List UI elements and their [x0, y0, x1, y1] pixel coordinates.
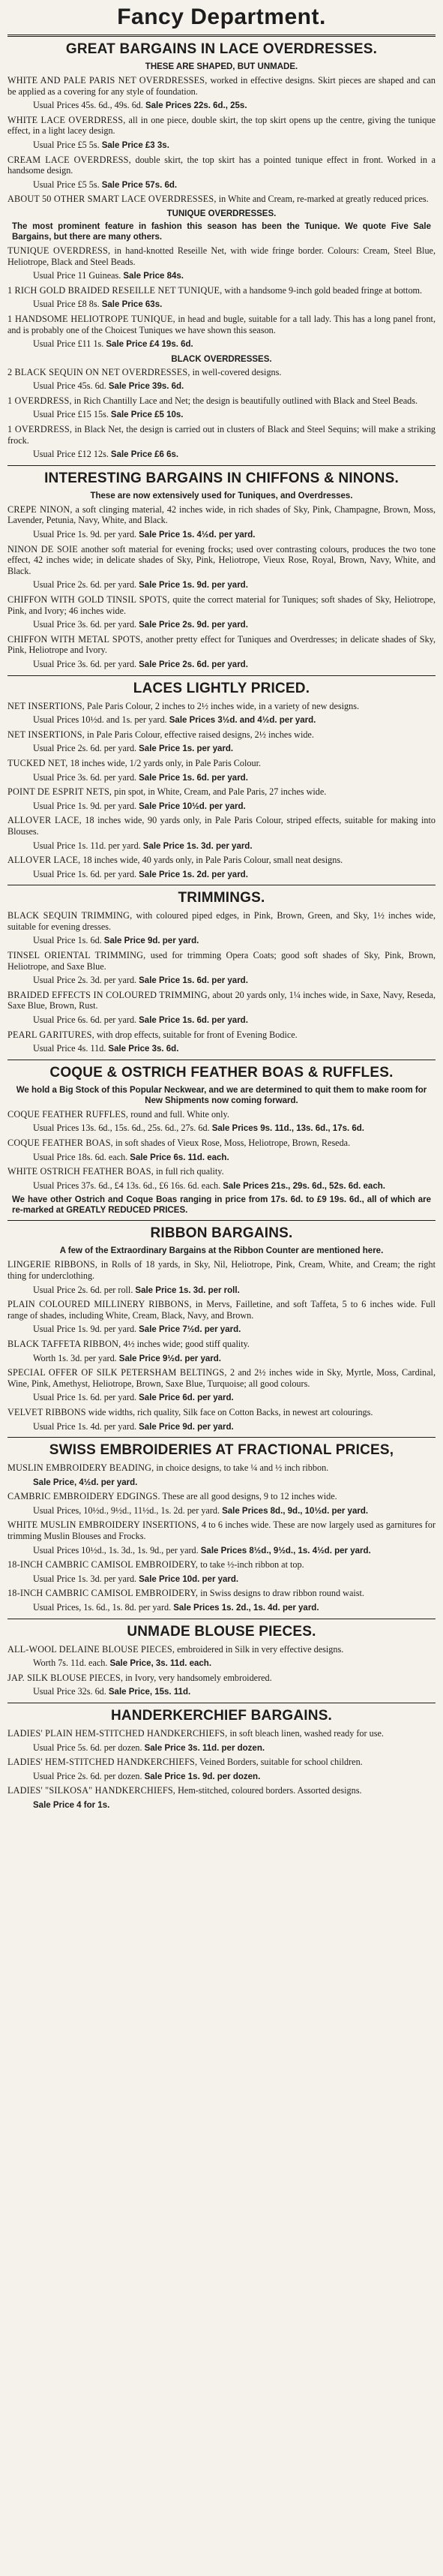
item-description: in Swiss designs to draw ribbon round waist. [200, 1588, 364, 1599]
item-name: NET INSERTIONS, [7, 729, 85, 740]
item-entry [7, 758, 436, 769]
item-description: in Rolls of 18 yards, in Sky, Nil, Heliotrope, Pink, Cream, White, and Cream; the right thing for underclothing. [7, 1259, 436, 1281]
item-name: WHITE OSTRICH FEATHER BOAS, [7, 1166, 154, 1177]
section-heading: RIBBON BARGAINS. [150, 1225, 293, 1242]
usual-price: Usual Prices 10½d. and 1s. per yard. [33, 714, 167, 726]
sale-price: Sale Prices 21s., 29s. 6d., 52s. 6d. each. [223, 1181, 385, 1191]
usual-price: Usual Price 1s. 6d. [33, 935, 102, 946]
sale-price: Sale Price 39s. 6d. [108, 382, 184, 392]
price-line [7, 579, 436, 591]
item-entry [7, 194, 436, 205]
price-line [7, 619, 436, 631]
item-entry [7, 1559, 436, 1571]
item-description: all in one piece, double skirt, the top skirt opens up the centre, giving the tunique effect, in a light lacey design. [7, 114, 436, 137]
price-line [7, 1477, 436, 1489]
subsection-heading: TUNIQUE OVERDRESSES. [166, 209, 277, 218]
item-entry [7, 115, 436, 137]
sale-price: Sale Price £6 6s. [110, 450, 179, 460]
price-line [7, 270, 436, 282]
item-description: in Ivory, very handsomely embroidered. [125, 1672, 272, 1683]
item-name: BLACK SEQUIN TRIMMING, [7, 910, 133, 921]
item-description: 4 to 6 inches wide. These are now largely used as garnitures for trimming Muslin Blouses and Frocks. [7, 1519, 436, 1542]
item-name: MUSLIN EMBROIDERY BEADING, [7, 1462, 154, 1474]
item-name: CREPE NINON, [7, 503, 73, 515]
usual-price: Usual Price 6s. 6d. per yard. [33, 1014, 137, 1026]
usual-price: Usual Price £5 5s. [33, 179, 100, 190]
price-line [7, 299, 436, 311]
item-entry [7, 1166, 436, 1177]
sale-price: Sale Price 1s. 9d. per dozen. [144, 1772, 261, 1781]
sale-price: Sale Price 1s. 3d. per roll. [135, 1285, 240, 1295]
sale-price: Sale Prices 3½d. and 4½d. per yard. [169, 716, 316, 726]
item-entry [7, 75, 436, 97]
usual-price: Usual Price 1s. 4d. per yard. [33, 1420, 137, 1432]
sale-price: Sale Prices 22s. 6d., 25s. [145, 101, 247, 111]
section-intro: A few of the Extraordinary Bargains at the Ribbon Counter are mentioned here. [59, 1246, 384, 1256]
section-handkerchief [7, 1703, 436, 1811]
sale-price: Sale Price, 4½d. per yard. [33, 1477, 138, 1487]
sale-price: Sale Price 4 for 1s. [33, 1800, 110, 1810]
item-entry [7, 1785, 436, 1796]
item-description: 18 inches wide, 40 yards only, in Pale Paris Colour, small neat designs. [82, 855, 343, 866]
section-intro: We hold a Big Stock of this Popular Neckwear, and we are determined to quit them to make room for New Shipments now coming forward. [16, 1085, 427, 1105]
price-line [7, 1602, 436, 1614]
price-line [7, 1686, 436, 1698]
item-entry [7, 910, 436, 932]
sale-price: Sale Price 1s. 4½d. per yard. [139, 531, 256, 540]
item-entry [7, 424, 436, 446]
price-line [7, 1392, 436, 1404]
item-description: worked in effective designs. Skirt pieces are shaped and can be applied as a covering for any style of foundation. [7, 75, 436, 97]
usual-price: Usual Price 2s. 3d. per yard. [33, 975, 137, 986]
usual-price: Usual Price £15 15s. [33, 409, 109, 420]
section-trimmings [7, 885, 436, 1055]
item-name: CAMBRIC EMBROIDERY EDGINGS. [7, 1491, 160, 1502]
sale-price: Sale Prices 9s. 11d., 13s. 6d., 17s. 6d. [211, 1124, 364, 1134]
item-entry [7, 1339, 436, 1350]
subsection-heading: BLACK OVERDRESSES. [171, 354, 272, 364]
sale-price: Sale Price 2s. 6d. per yard. [139, 660, 248, 669]
item-description: in Rich Chantilly Lace and Net; the design is beautifully outlined with Black and Steel Beads. [73, 395, 418, 406]
item-description: in soft bleach linen, washed ready for use. [229, 1728, 384, 1739]
item-entry [7, 1299, 436, 1321]
section-footer: We have other Ostrich and Coque Boas ranging in price from 17s. 6d. to £9 19s. 6d., all of which are re-marked at GREATLY REDUCED PRICES. [12, 1195, 431, 1216]
sale-price: Sale Price £5 10s. [110, 410, 184, 420]
usual-price: Usual Prices, 1s. 6d., 1s. 8d. per yard. [33, 1602, 172, 1613]
item-name: TUNIQUE OVERDRESS, [7, 245, 111, 256]
item-description: in full rich quality. [156, 1166, 224, 1177]
price-line [7, 449, 436, 461]
item-name: CREAM LACE OVERDRESS, [7, 154, 131, 165]
item-description: 4½ inches wide; good stiff quality. [123, 1338, 250, 1349]
sale-price: Sale Price, 15s. 11d. [108, 1688, 191, 1697]
price-line [7, 179, 436, 191]
item-name: 1 RICH GOLD BRAIDED RESEILLE NET TUNIQUE, [7, 284, 223, 296]
sale-price: Sale Prices 1s. 2d., 1s. 4d. per yard. [173, 1604, 319, 1613]
price-line [7, 1799, 436, 1811]
item-entry [7, 395, 436, 407]
usual-price: Usual Price 2s. 6d. per roll. [33, 1284, 133, 1295]
section-swiss [7, 1437, 436, 1614]
usual-price: Usual Price 1s. 11d. per yard. [33, 840, 141, 851]
item-entry [7, 701, 436, 712]
item-name: PEARL GARITURES, [7, 1029, 94, 1040]
item-name: LADIES' "SILKOSA" HANDKERCHIEFS, [7, 1785, 176, 1796]
item-name: BRAIDED EFFECTS IN COLOURED TRIMMING, [7, 989, 211, 1000]
item-description: another pretty effect for Tuniques and Overdresses; in delicate shades of Sky, Pink, Heliotrope and Ivory. [7, 633, 436, 656]
section-heading: HANDERKERCHIEF BARGAINS. [110, 1708, 333, 1724]
sale-price: Sale Price 10½d. per yard. [139, 801, 246, 811]
price-line [7, 1014, 436, 1026]
sale-price: Sale Price 2s. 9d. per yard. [139, 621, 248, 630]
item-entry [7, 786, 436, 798]
sale-price: Sale Price 84s. [123, 272, 184, 281]
price-line [7, 1742, 436, 1754]
price-line [7, 338, 436, 350]
item-name: NINON DE SOIE [7, 543, 78, 555]
item-entry [7, 950, 436, 972]
usual-price: Usual Price 32s. 6d. [33, 1686, 106, 1697]
price-line [7, 935, 436, 947]
item-name: POINT DE ESPRIT NETS, [7, 786, 112, 798]
price-line [7, 743, 436, 755]
price-line [7, 714, 436, 726]
price-line [7, 529, 436, 541]
item-description: with drop effects, suitable for front of Evening Bodice. [96, 1029, 298, 1040]
usual-price: Usual Price 18s. 6d. each. [33, 1151, 128, 1162]
price-line [7, 1545, 436, 1557]
item-entry [7, 1462, 436, 1474]
item-description: 2 and 2½ inches wide in Sky, Myrtle, Moss, Cardinal, Wine, Pink, Amethyst, Heliotrope, Brown, Saxe Blue, Turquoise; all good colours. [7, 1367, 436, 1389]
sale-price: Sale Price 6s. 11d. each. [130, 1153, 229, 1162]
price-line [7, 1180, 436, 1192]
item-name: CHIFFON WITH METAL SPOTS, [7, 633, 143, 645]
item-description: quite the correct material for Tuniques; soft shades of Sky, Heliotrope, Pink, and Ivory; 46 inches wide. [7, 594, 436, 616]
price-line [7, 1043, 436, 1055]
section-rule [7, 465, 436, 466]
price-line [7, 1505, 436, 1517]
usual-price: Usual Price 3s. 6d. per yard. [33, 619, 137, 630]
sale-price: Sale Price 1s. per yard. [139, 744, 234, 754]
usual-price: Usual Price 1s. 9d. per yard. [33, 1324, 137, 1335]
usual-price: Usual Prices 37s. 6d., £4 13s. 6d., £6 16s. 6d. each. [33, 1180, 221, 1191]
sections-container [7, 41, 436, 1811]
price-line [7, 409, 436, 421]
price-line [7, 1574, 436, 1586]
item-entry [7, 285, 436, 296]
masthead: Fancy Department. [117, 5, 326, 29]
subsection-intro: The most prominent feature in fashion this season has been the Tunique. We quote Five Sale Bargains, but there are many others. [12, 221, 431, 242]
section-ribbon [7, 1220, 436, 1432]
item-description: round and full. White only. [130, 1108, 229, 1120]
price-line [7, 840, 436, 852]
item-description: Veined Borders, suitable for school children. [199, 1757, 363, 1768]
item-description: wide widths, rich quality, Silk face on Cotton Backs, in newest art colourings. [88, 1406, 373, 1417]
item-entry [7, 1757, 436, 1768]
section-boas [7, 1060, 436, 1216]
item-description: in soft shades of Vieux Rose, Moss, Heliotrope, Brown, Reseda. [115, 1138, 351, 1148]
item-name: 1 OVERDRESS, [7, 395, 72, 406]
section-heading: GREAT BARGAINS IN LACE OVERDRESSES. [65, 41, 378, 57]
item-description: Pale Paris Colour, 2 inches to 2½ inches wide, in a variety of new designs. [86, 700, 360, 711]
section-intro: THESE ARE SHAPED, BUT UNMADE. [145, 62, 298, 71]
usual-price: Worth 7s. 11d. each. [33, 1658, 108, 1669]
section-heading: SWISS EMBROIDERIES AT FRACTIONAL PRICES, [49, 1442, 394, 1459]
usual-price: Usual Price £11 1s. [33, 338, 104, 350]
item-entry [7, 1728, 436, 1739]
item-name: 1 OVERDRESS, [7, 424, 73, 435]
sale-price: Sale Price 1s. 9d. per yard. [139, 581, 248, 591]
item-name: CHIFFON WITH GOLD TINSIL SPOTS, [7, 594, 170, 605]
section-lace [7, 41, 436, 461]
price-line [7, 975, 436, 987]
usual-price: Usual Price 2s. 6d. per yard. [33, 579, 137, 591]
item-name: 1 HANDSOME HELIOTROPE TUNIQUE, [7, 313, 175, 324]
price-line [7, 140, 436, 152]
item-description: in hand-knotted Reseille Net, with wide fringe border. Colours: Cream, Steel Blue, Heliotrope, Black and Steel Beads. [7, 245, 436, 267]
usual-price: Usual Prices 10½d., 1s. 3d., 1s. 9d., per yard. [33, 1544, 199, 1556]
item-description: in choice designs, to take ¼ and ½ inch ribbon. [156, 1462, 329, 1474]
usual-price: Usual Price 1s. 6d. per yard. [33, 868, 137, 879]
sale-price: Sale Price 1s. 3d. per yard. [142, 841, 253, 851]
price-line [7, 659, 436, 671]
item-entry [7, 729, 436, 741]
usual-price: Usual Price 4s. 11d. [33, 1043, 106, 1054]
item-name: WHITE AND PALE PARIS NET OVERDRESSES, [7, 75, 208, 86]
item-name: ALL-WOOL DELAINE BLOUSE PIECES, [7, 1643, 175, 1655]
price-line [7, 801, 436, 813]
masthead-rule [7, 35, 436, 37]
item-entry [7, 544, 436, 577]
usual-price: Usual Price 2s. 6d. per yard. [33, 743, 137, 754]
item-description: with coloured piped edges, in Pink, Brown, Green, and Sky, 1½ inches wide, suitable for evening dresses. [7, 910, 436, 932]
item-description: about 20 yards only, 1¼ inches wide, in Saxe, Navy, Reseda, Saxe Blue, Brown, Rust. [7, 989, 436, 1011]
usual-price: Usual Price 1s. 6d. per yard. [33, 1392, 137, 1403]
sale-price: Sale Price 3s. 6d. [108, 1045, 179, 1054]
item-name: PLAIN COLOURED MILLINERY RIBBONS, [7, 1299, 192, 1310]
sale-price: Sale Price, 3s. 11d. each. [109, 1659, 212, 1669]
item-name: BLACK TAFFETA RIBBON, [7, 1338, 121, 1349]
sale-price: Sale Price 3s. 11d. per dozen. [144, 1743, 265, 1753]
item-entry [7, 1259, 436, 1281]
item-description: Hem-stitched, coloured borders. Assorted designs. [178, 1785, 362, 1796]
sale-price: Sale Price 1s. 6d. per yard. [139, 976, 248, 986]
item-description: in well-covered designs. [192, 366, 282, 377]
item-description: in Black Net, the design is carried out in clusters of Black and Steel Sequins; will make a striking frock. [7, 424, 436, 446]
item-entry [7, 1407, 436, 1418]
usual-price: Usual Price 1s. 9d. per yard. [33, 529, 137, 540]
item-description: double skirt, the top skirt has a pointed tunique effect in front. Worked in a handsome design. [7, 154, 436, 176]
item-name: NET INSERTIONS, [7, 700, 85, 711]
price-line [7, 1152, 436, 1164]
item-entry [7, 1491, 436, 1502]
item-description: in Pale Paris Colour, effective raised designs, 2½ inches wide. [86, 729, 314, 740]
sale-price: Sale Prices 8d., 9d., 10½d. per yard. [222, 1506, 369, 1516]
item-name: WHITE LACE OVERDRESS, [7, 114, 126, 125]
item-entry [7, 1367, 436, 1389]
section-blouse [7, 1619, 436, 1698]
item-entry [7, 1673, 436, 1684]
item-name: LINGERIE RIBBONS, [7, 1259, 98, 1270]
price-line [7, 1421, 436, 1433]
item-entry [7, 1644, 436, 1655]
usual-price: Usual Prices 13s. 6d., 15s. 6d., 25s. 6d., 27s. 6d. [33, 1123, 210, 1134]
item-description: with a handsome 9-inch gold beaded fringe at bottom. [224, 284, 423, 296]
item-entry [7, 245, 436, 267]
item-name: ALLOVER LACE, [7, 815, 82, 826]
item-name: 18-INCH CAMBRIC CAMISOL EMBROIDERY, [7, 1588, 199, 1599]
item-entry [7, 314, 436, 335]
item-name: TINSEL ORIENTAL TRIMMING, [7, 950, 146, 961]
sale-price: Sale Prices 8½d., 9½d., 1s. 4½d. per yard. [200, 1546, 371, 1556]
price-line [7, 1658, 436, 1670]
usual-price: Usual Price 2s. 6d. per dozen. [33, 1770, 142, 1781]
sale-price: Sale Price £3 3s. [101, 140, 169, 150]
price-line [7, 1324, 436, 1336]
item-description: to take ½-inch ribbon at top. [200, 1559, 304, 1571]
item-entry [7, 1138, 436, 1149]
sale-price: Sale Price £4 19s. 6d. [106, 340, 193, 350]
item-name: TUCKED NET, [7, 757, 68, 768]
item-entry [7, 1588, 436, 1599]
item-name: COQUE FEATHER BOAS, [7, 1138, 113, 1148]
section-intro: These are now extensively used for Tuniques, and Overdresses. [90, 491, 353, 500]
item-entry [7, 634, 436, 656]
item-name: LADIES' HEM-STITCHED HANDKERCHIEFS, [7, 1757, 198, 1768]
price-line [7, 380, 436, 392]
sale-price: Sale Price 9½d. per yard. [118, 1354, 221, 1363]
item-description: 18 inches wide, 1/2 yards only, in Pale Paris Colour. [70, 757, 262, 768]
item-name: 2 BLACK SEQUIN ON NET OVERDRESSES, [7, 366, 190, 377]
section-heading: UNMADE BLOUSE PIECES. [127, 1623, 316, 1640]
usual-price: Usual Price £5 5s. [33, 139, 100, 150]
section-laces [7, 675, 436, 881]
sale-price: Sale Price 1s. 2d. per yard. [139, 870, 248, 879]
item-description: a soft clinging material, 42 inches wide, in rich shades of Sky, Pink, Champagne, Brown, Moss, Lavender, Petunia, Navy, White, and Black. [7, 503, 436, 526]
sale-price: Sale Price 1s. 6d. per yard. [139, 773, 248, 783]
usual-price: Usual Prices 45s. 6d., 49s. 6d. [33, 100, 143, 111]
item-description: in Mervs, Failletine, and soft Taffeta, 5 to 6 inches wide. Full range of shades, including White, Cream, Black, Navy, and Brown. [7, 1299, 436, 1321]
item-entry [7, 367, 436, 378]
section-rule [7, 675, 436, 676]
item-description: embroidered in Silk in very effective designs. [177, 1643, 344, 1655]
sale-price: Sale Price 9d. per yard. [139, 1422, 234, 1432]
usual-price: Usual Price £12 12s. [33, 449, 109, 460]
price-line [7, 1285, 436, 1297]
item-name: VELVET RIBBONS [7, 1406, 86, 1417]
sale-price: Sale Price 9d. per yard. [103, 936, 199, 946]
section-heading: COQUE & OSTRICH FEATHER BOAS & RUFFLES. [49, 1064, 394, 1081]
item-entry [7, 1109, 436, 1120]
usual-price: Usual Price 1s. 9d. per yard. [33, 800, 137, 811]
item-name: LADIES' PLAIN HEM-STITCHED HANDKERCHIEFS, [7, 1728, 228, 1739]
item-name: WHITE MUSLIN EMBROIDERY INSERTIONS, [7, 1519, 199, 1531]
usual-price: Usual Price 11 Guineas. [33, 270, 121, 281]
sale-price: Sale Price 6d. per yard. [139, 1393, 234, 1403]
usual-price: Usual Price £8 8s. [33, 299, 100, 310]
sale-price: Sale Price 1s. 6d. per yard. [139, 1016, 248, 1026]
item-entry [7, 815, 436, 837]
item-name: ABOUT 50 OTHER SMART LACE OVERDRESSES, [7, 194, 217, 205]
item-entry [7, 990, 436, 1011]
section-heading: TRIMMINGS. [178, 890, 265, 906]
item-description: 18 inches wide, 90 yards only, in Pale Paris Colour, striped effects, suitable for making into Blouses. [7, 815, 436, 837]
price-line [7, 1771, 436, 1783]
section-heading: LACES LIGHTLY PRICED. [133, 680, 310, 696]
price-line [7, 1353, 436, 1365]
usual-price: Usual Price 3s. 6d. per yard. [33, 658, 137, 669]
item-description: another soft material for evening frocks; used over contrasting colours, produces the two tone effect, 42 inches wide; in delicate shades of Sky, Pink, Heliotrope, Vieux Rose, Royal, Brown, Navy, White, and Black. [7, 543, 436, 576]
item-description: pin spot, in White, Cream, and Pale Paris, 27 inches wide. [114, 786, 327, 798]
item-entry [7, 594, 436, 616]
sale-price: Sale Price 57s. 6d. [101, 180, 178, 190]
item-name: JAP. SILK BLOUSE PIECES, [7, 1672, 124, 1683]
item-description: in White and Cream, re-marked at greatly reduced prices. [218, 194, 429, 205]
item-description: These are all good designs, 9 to 12 inches wide. [162, 1491, 337, 1502]
price-line [7, 1123, 436, 1135]
usual-price: Usual Price 5s. 6d. per dozen. [33, 1742, 142, 1753]
item-name: 18-INCH CAMBRIC CAMISOL EMBROIDERY, [7, 1559, 199, 1571]
usual-price: Usual Price 3s. 6d. per yard. [33, 771, 137, 783]
usual-price: Usual Prices, 10½d., 9½d., 11½d., 1s. 2d. per yard. [33, 1504, 220, 1516]
section-chiffons [7, 465, 436, 671]
sale-price: Sale Price 63s. [101, 300, 163, 310]
price-line [7, 869, 436, 881]
item-entry [7, 855, 436, 866]
sale-price: Sale Price 7½d. per yard. [139, 1325, 241, 1335]
item-name: ALLOVER LACE, [7, 855, 81, 866]
price-line [7, 772, 436, 784]
usual-price: Usual Price 45s. 6d. [33, 380, 106, 392]
section-rule [7, 1220, 436, 1221]
item-name: SPECIAL OFFER OF SILK PETERSHAM BELTINGS, [7, 1367, 227, 1378]
item-entry [7, 1029, 436, 1041]
usual-price: Usual Price 1s. 3d. per yard. [33, 1573, 137, 1584]
item-description: used for trimming Opera Coats; good soft shades of Sky, Pink, Brown, Heliotrope, and Saxe Blue. [7, 950, 436, 972]
item-entry [7, 1519, 436, 1541]
section-rule [7, 1437, 436, 1438]
price-line [7, 100, 436, 112]
item-name: COQUE FEATHER RUFFLES, [7, 1108, 129, 1120]
section-heading: INTERESTING BARGAINS IN CHIFFONS & NINONS. [44, 470, 399, 486]
item-entry [7, 504, 436, 526]
usual-price: Worth 1s. 3d. per yard. [33, 1352, 117, 1363]
item-entry [7, 155, 436, 176]
item-description: in head and bugle, suitable for a tall lady. This has a long panel front, and is probably one of the Choicest Tuniques we have shown this season. [7, 313, 436, 335]
sale-price: Sale Price 10d. per yard. [139, 1574, 239, 1584]
